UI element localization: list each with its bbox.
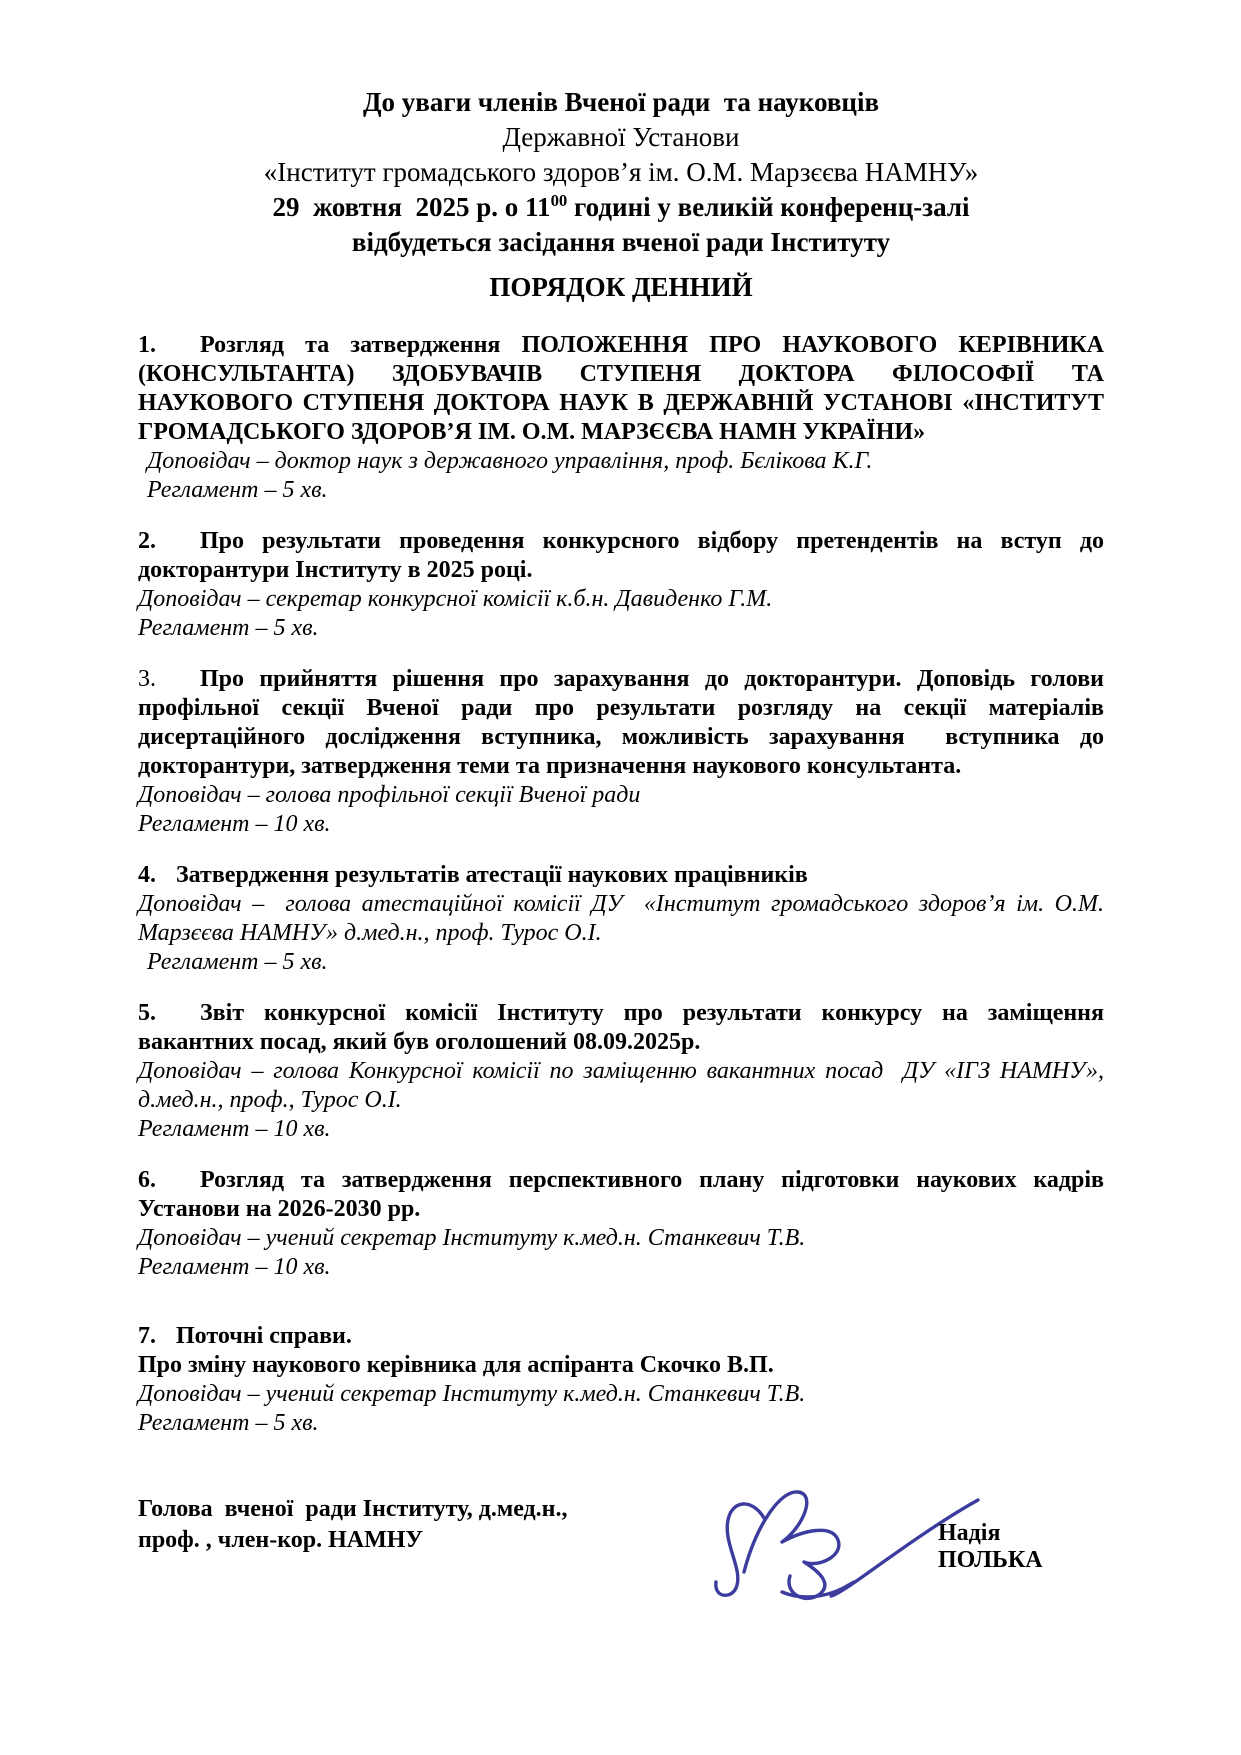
item-title [138, 999, 1104, 1057]
agenda-item-5 [138, 999, 1104, 1144]
item-title [138, 1166, 1104, 1224]
item-title-text: Поточні справи. [176, 1323, 352, 1349]
item-regulation: Регламент – 5 хв. [138, 1410, 319, 1436]
item-number: 4. [138, 862, 156, 888]
item-title-text: Розгляд та затвердження ПОЛОЖЕННЯ ПРО НАУКОВОГО КЕРІВНИКА (КОНСУЛЬТАНТА) ЗДОБУВАЧІВ СТУПЕНЯ ДОКТОРА ФІЛОСОФІЇ ТА НАУКОВОГО СТУПЕНЯ ДОКТОРА НАУК В ДЕРЖАВНІЙ УСТАНОВІ «ІНСТИТУТ ГРОМАДСЬКОГО ЗДОРОВ’Я ІМ. О.М. МАРЗЄЄВА НАМН УКРАЇНИ» [138, 332, 1104, 445]
item-speaker: Доповідач – учений секретар Інституту к.мед.н. Станкевич Т.В. [138, 1225, 806, 1251]
item-subtitle: Про зміну наукового керівника для аспіранта Скочко В.П. [138, 1352, 774, 1378]
item-title-text: Затвердження результатів атестації наукових працівників [176, 862, 808, 888]
agenda-item-4 [138, 861, 1104, 977]
item-speaker: Доповідач – секретар конкурсної комісії к.б.н. Давиденко Г.М. [138, 586, 773, 612]
header-line-institution-name: «Інститут громадського здоров’я ім. О.М. Марзєєва НАМНУ» [263, 157, 979, 187]
item-number: 7. [138, 1323, 156, 1349]
item-regulation: Регламент – 10 хв. [138, 1116, 331, 1142]
header-line-attention: До уваги членів Вченої ради та науковців [362, 87, 880, 117]
item-title-text: Розгляд та затвердження перспективного плану підготовки наукових кадрів Установи на 2026-2030 рр. [138, 1167, 1104, 1222]
item-number: 5. [138, 1000, 156, 1026]
item-regulation: Регламент – 10 хв. [138, 1254, 331, 1280]
item-number: 3. [138, 666, 156, 692]
header-line-event: відбудеться засідання вченої ради Інституту [351, 227, 891, 257]
item-title [138, 861, 1104, 890]
agenda-title: ПОРЯДОК ДЕННИЙ [489, 272, 753, 302]
signer-position-line2: проф. , член-кор. НАМНУ [138, 1527, 424, 1553]
agenda-item-6 [138, 1166, 1104, 1282]
agenda-item-1 [138, 331, 1104, 505]
item-title-text: Звіт конкурсної комісії Інституту про результати конкурсу на заміщення вакантних посад, який був оголошений 08.09.2025р. [138, 1000, 1104, 1055]
signer-position [138, 1494, 568, 1556]
item-title [138, 665, 1104, 781]
item-speaker: Доповідач – голова профільної секції Вченої ради [138, 782, 641, 808]
date-suffix-text: годині у великій конференц-залі [567, 192, 970, 222]
agenda-item-3 [138, 665, 1104, 839]
document-header [138, 85, 1104, 260]
signature-block [138, 1488, 1104, 1638]
item-regulation: Регламент – 5 хв. [138, 615, 319, 641]
item-number: 2. [138, 528, 156, 554]
item-regulation: Регламент – 5 хв. [147, 477, 328, 503]
signer-name: Надія ПОЛЬКА [938, 1520, 1043, 1573]
signer-position-line1: Голова вченої ради Інституту, д.мед.н., [138, 1496, 568, 1522]
item-title [138, 527, 1104, 585]
header-line-datetime [138, 190, 1104, 225]
item-title-text: Про прийняття рішення про зарахування до докторантури. Доповідь голови профільної секції Вченої ради про результати розгляду на секції матеріалів дисертаційного дослідження вступника, можливість зарахування вступника до докторантури, затвердження теми та призначення наукового консультанта. [138, 666, 1104, 779]
item-regulation: Регламент – 5 хв. [147, 949, 328, 975]
header-line-institution-type: Державної Установи [502, 122, 740, 152]
item-number: 1. [138, 332, 156, 358]
time-superscript: 00 [550, 191, 568, 210]
date-text: 29 жовтня 2025 р. о 11 [272, 192, 551, 222]
agenda-item-7 [138, 1322, 1104, 1438]
item-speaker: Доповідач – доктор наук з державного управління, проф. Бєлікова К.Г. [147, 448, 873, 474]
item-title [138, 1322, 1104, 1351]
item-speaker: Доповідач – голова Конкурсної комісії по заміщенню вакантних посад ДУ «ІГЗ НАМНУ», д.мед.н., проф., Турос О.І. [138, 1058, 1104, 1113]
item-number: 6. [138, 1167, 156, 1193]
item-title [138, 331, 1104, 447]
item-regulation: Регламент – 10 хв. [138, 811, 331, 837]
item-speaker: Доповідач – учений секретар Інституту к.мед.н. Станкевич Т.В. [138, 1381, 806, 1407]
agenda-item-2 [138, 527, 1104, 643]
item-speaker: Доповідач – голова атестаційної комісії ДУ «Інститут громадського здоров’я ім. О.М. Марзєєва НАМНУ» д.мед.н., проф. Турос О.І. [138, 891, 1104, 946]
item-title-text: Про результати проведення конкурсного відбору претендентів на вступ до докторантури Інституту в 2025 році. [138, 528, 1104, 583]
